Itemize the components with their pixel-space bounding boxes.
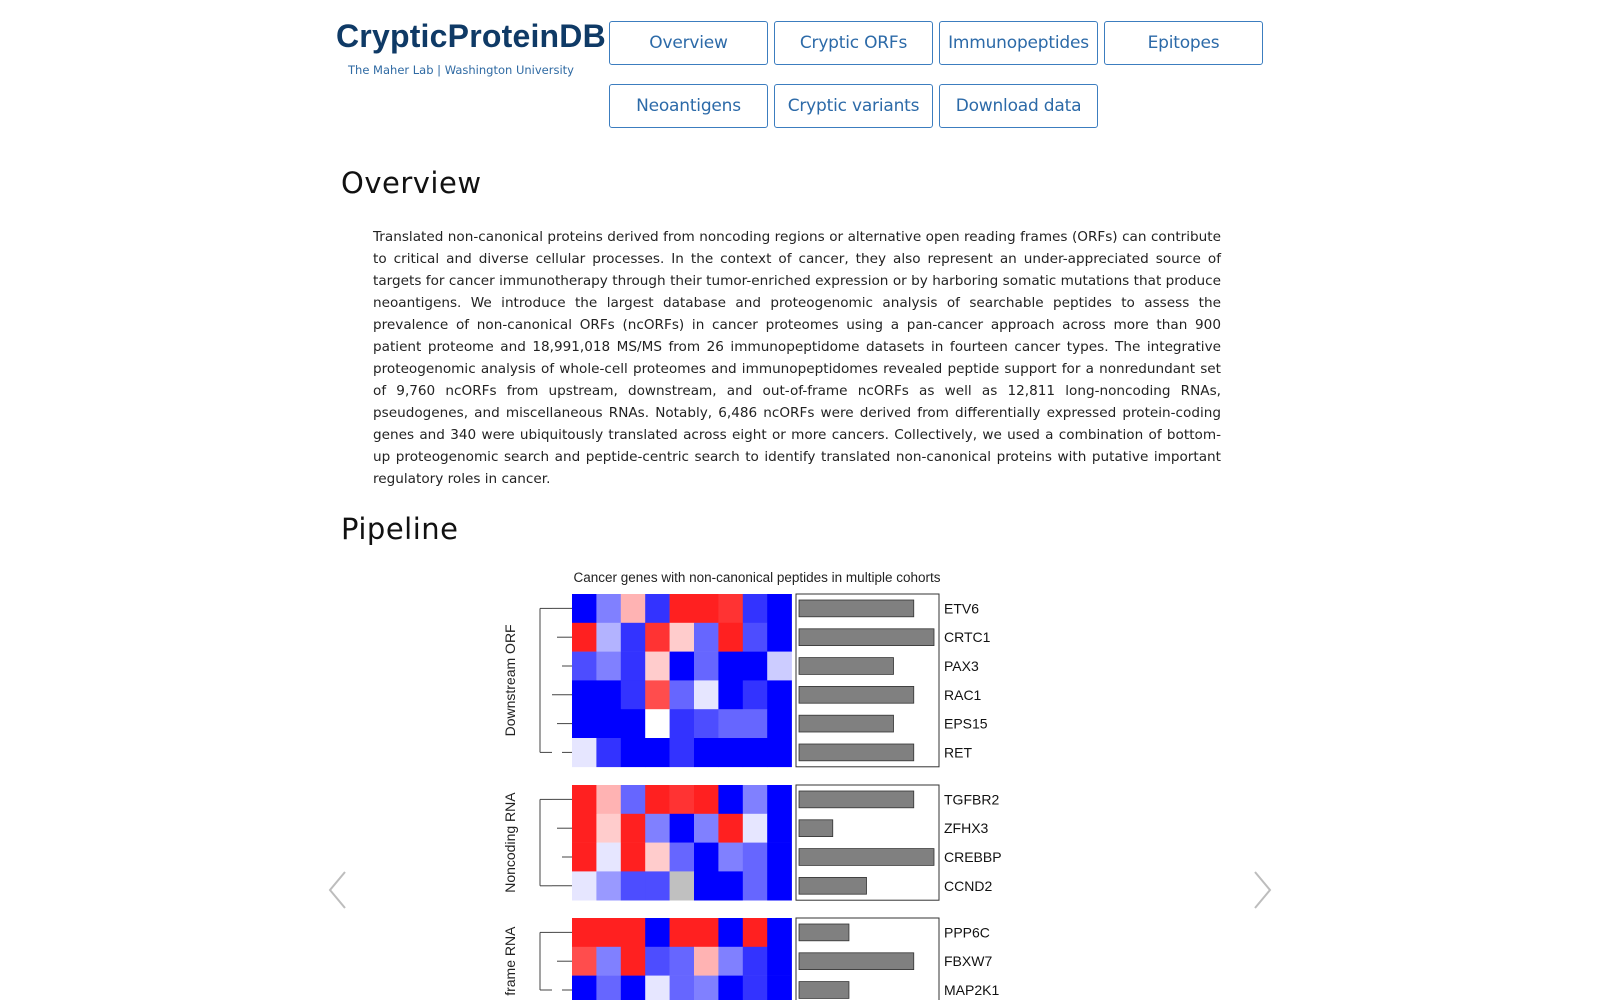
heatmap-cell — [767, 785, 792, 814]
heatmap-cell — [670, 918, 695, 947]
carousel-prev-button[interactable] — [327, 870, 349, 910]
heatmap-cell — [645, 976, 670, 1000]
nav-immunopeptides-button[interactable]: Immunopeptides — [939, 21, 1098, 65]
bar — [799, 982, 849, 999]
gene-label: ETV6 — [944, 600, 980, 617]
heatmap-cell — [572, 918, 597, 947]
heatmap-cell — [670, 738, 695, 767]
heatmap-cell — [596, 680, 621, 709]
heatmap-cell — [596, 871, 621, 900]
heatmap-cell — [743, 918, 768, 947]
heatmap-cell — [572, 871, 597, 900]
heatmap-cell — [670, 680, 695, 709]
heatmap-cell — [694, 623, 719, 652]
heatmap-cell — [743, 976, 768, 1000]
heatmap-cell — [718, 976, 743, 1000]
heatmap-cell — [572, 843, 597, 872]
heatmap-cell — [572, 738, 597, 767]
heatmap-cell — [718, 709, 743, 738]
heatmap-cell — [596, 947, 621, 976]
heatmap-cell — [718, 680, 743, 709]
gene-label: TGFBR2 — [944, 791, 1000, 808]
heatmap-cell — [718, 738, 743, 767]
heatmap-cell — [767, 738, 792, 767]
heatmap-cell — [572, 785, 597, 814]
heatmap-cell — [645, 814, 670, 843]
chart-title: Cancer genes with non-canonical peptides in multiple cohorts — [573, 570, 941, 585]
heatmap-cell — [718, 785, 743, 814]
heatmap-cell — [596, 623, 621, 652]
heatmap-cell — [596, 814, 621, 843]
gene-label: CREBBP — [944, 849, 1002, 865]
heatmap-cell — [621, 738, 646, 767]
heatmap-cell — [670, 785, 695, 814]
heatmap-cell — [572, 680, 597, 709]
overview-abstract: Translated non-canonical proteins derived from noncoding regions or alternative open reading frames (ORFs) can contribute to critical and diverse cellular processes. In the context of cancer, they also represent an under-appreciated source of targets for cancer immunotherapy through their tumor-enriched expression or by harboring somatic mutations that produce neoantigens. We introduce the largest database and proteogenomic analysis of searchable peptides to assess the prevalence of non-canonical ORFs (ncORFs) in cancer proteomes using a pan-cancer approach across more than 900 patient proteome and 18,991,018 MS/MS from 26 immunopeptidome datasets in fourteen cancer types. The integrative proteogenomic analysis of whole-cell proteomes and immunopeptidomes revealed peptide support for a nonredundant set of 9,760 ncORFs from upstream, downstream, and out-of-frame ncORFs as well as 12,811 long-noncoding RNAs, pseudogenes, and miscellaneous RNAs. Notably, 6,486 ncORFs were derived from differentially expressed protein-coding genes and 340 were ubiquitously translated across eight or more cancers. Collectively, we used a combination of bottom-up proteogenomic search and peptide-centric search to identify translated non-canonical proteins with putative important regulatory roles in cancer. — [373, 229, 1221, 487]
heatmap-cell — [645, 623, 670, 652]
heatmap-chart — [495, 565, 1025, 1000]
nav-neoantigens-button[interactable]: Neoantigens — [609, 84, 768, 128]
heatmap-cell — [596, 652, 621, 681]
heatmap-cell — [596, 785, 621, 814]
chevron-right-icon — [1251, 870, 1273, 910]
heatmap-cell — [694, 680, 719, 709]
heatmap-cell — [743, 843, 768, 872]
heatmap-cell — [670, 843, 695, 872]
heatmap-cell — [767, 680, 792, 709]
group-label: Noncoding RNA — [502, 792, 518, 893]
bar — [799, 849, 934, 866]
heatmap-cell — [645, 738, 670, 767]
heatmap-cell — [572, 594, 597, 623]
heatmap-cell — [718, 623, 743, 652]
heatmap-cell — [694, 843, 719, 872]
heatmap-cell — [572, 623, 597, 652]
heatmap-cell — [670, 652, 695, 681]
bar — [799, 629, 934, 646]
heatmap-cell — [743, 947, 768, 976]
heatmap-cell — [743, 871, 768, 900]
heatmap-cell — [645, 947, 670, 976]
heatmap-cell — [596, 594, 621, 623]
heatmap-cell — [621, 843, 646, 872]
heatmap-cell — [621, 814, 646, 843]
bar — [799, 658, 894, 675]
gene-label: ZFHX3 — [944, 820, 989, 837]
heatmap-cell — [718, 871, 743, 900]
heatmap-cell — [718, 594, 743, 623]
site-subtitle: The Maher Lab | Washington University — [348, 63, 574, 77]
heatmap-cell — [670, 976, 695, 1000]
gene-label: PAX3 — [944, 658, 979, 674]
bar — [799, 600, 914, 617]
chevron-left-icon — [327, 870, 349, 910]
heatmap-cell — [767, 947, 792, 976]
heatmap-cell — [645, 680, 670, 709]
bar-panel-frame — [796, 594, 939, 767]
heatmap-cell — [767, 976, 792, 1000]
heatmap-cell — [670, 709, 695, 738]
heatmap-cell — [572, 652, 597, 681]
heatmap-cell — [572, 947, 597, 976]
heatmap-cell — [694, 918, 719, 947]
heatmap-cell — [718, 814, 743, 843]
heatmap-cell — [767, 843, 792, 872]
heatmap-cell — [645, 918, 670, 947]
heatmap-cell — [621, 709, 646, 738]
pipeline-figure — [495, 565, 1025, 1000]
bar — [799, 877, 867, 894]
gene-label: FBXW7 — [944, 953, 993, 970]
gene-label: EPS15 — [944, 715, 988, 732]
gene-label: MAP2K1 — [944, 982, 1000, 998]
heatmap-cell — [694, 709, 719, 738]
heatmap-cell — [596, 976, 621, 1000]
heatmap-cell — [670, 871, 695, 900]
gene-label: PPP6C — [944, 924, 990, 941]
heatmap-cell — [718, 947, 743, 976]
gene-label: CRTC1 — [944, 629, 991, 646]
heatmap-cell — [694, 652, 719, 681]
heatmap-cell — [572, 976, 597, 1000]
heatmap-cell — [572, 709, 597, 738]
heatmap-cell — [621, 871, 646, 900]
heatmap-cell — [718, 918, 743, 947]
heatmap-cell — [596, 709, 621, 738]
heatmap-cell — [645, 843, 670, 872]
bar — [799, 791, 914, 808]
nav-download-data-button[interactable]: Download data — [939, 84, 1098, 128]
heatmap-cell — [743, 680, 768, 709]
gene-label: RET — [944, 744, 972, 761]
heatmap-cell — [743, 738, 768, 767]
heatmap-cell — [670, 594, 695, 623]
nav-cryptic-orfs-button[interactable]: Cryptic ORFs — [774, 21, 933, 65]
gene-label: RAC1 — [944, 686, 982, 703]
heatmap-cell — [767, 814, 792, 843]
heatmap-cell — [743, 652, 768, 681]
heatmap-cell — [572, 814, 597, 843]
heatmap-cell — [767, 918, 792, 947]
heatmap-cell — [596, 738, 621, 767]
heatmap-cell — [621, 785, 646, 814]
heatmap-cell — [621, 918, 646, 947]
bar — [799, 744, 914, 761]
heatmap-cell — [621, 680, 646, 709]
nav-epitopes-button[interactable]: Epitopes — [1104, 21, 1263, 65]
heatmap-cell — [621, 947, 646, 976]
heatmap-cell — [767, 871, 792, 900]
heatmap-cell — [694, 738, 719, 767]
carousel-next-button[interactable] — [1251, 870, 1273, 910]
bar — [799, 820, 833, 837]
heatmap-cell — [743, 814, 768, 843]
heatmap-cell — [694, 594, 719, 623]
heatmap-cell — [694, 871, 719, 900]
heatmap-cell — [645, 652, 670, 681]
overview-heading: Overview — [341, 166, 482, 200]
group-label: frame RNA — [502, 926, 518, 996]
pipeline-heading: Pipeline — [341, 512, 459, 546]
heatmap-cell — [767, 594, 792, 623]
heatmap-cell — [596, 918, 621, 947]
heatmap-cell — [767, 623, 792, 652]
heatmap-cell — [621, 623, 646, 652]
bar — [799, 715, 894, 732]
heatmap-cell — [621, 652, 646, 681]
group-label: Downstream ORF — [502, 624, 518, 737]
heatmap-cell — [743, 709, 768, 738]
heatmap-cell — [743, 594, 768, 623]
heatmap-cell — [645, 785, 670, 814]
heatmap-cell — [718, 652, 743, 681]
heatmap-cell — [645, 871, 670, 900]
heatmap-cell — [743, 785, 768, 814]
heatmap-cell — [694, 814, 719, 843]
heatmap-cell — [670, 623, 695, 652]
brand[interactable] — [336, 18, 606, 77]
heatmap-cell — [596, 843, 621, 872]
bar — [799, 686, 914, 703]
heatmap-cell — [621, 594, 646, 623]
heatmap-cell — [645, 709, 670, 738]
heatmap-cell — [645, 594, 670, 623]
bar — [799, 953, 914, 970]
heatmap-cell — [718, 843, 743, 872]
heatmap-cell — [670, 947, 695, 976]
heatmap-cell — [694, 785, 719, 814]
heatmap-cell — [694, 976, 719, 1000]
heatmap-cell — [694, 947, 719, 976]
heatmap-cell — [767, 709, 792, 738]
site-title[interactable]: CrypticProteinDB — [336, 18, 606, 54]
heatmap-cell — [767, 652, 792, 681]
heatmap-cell — [621, 976, 646, 1000]
nav-overview-button[interactable]: Overview — [609, 21, 768, 65]
heatmap-cell — [670, 814, 695, 843]
nav-cryptic-variants-button[interactable]: Cryptic variants — [774, 84, 933, 128]
heatmap-cell — [743, 623, 768, 652]
gene-label: CCND2 — [944, 877, 993, 894]
bar — [799, 924, 849, 941]
